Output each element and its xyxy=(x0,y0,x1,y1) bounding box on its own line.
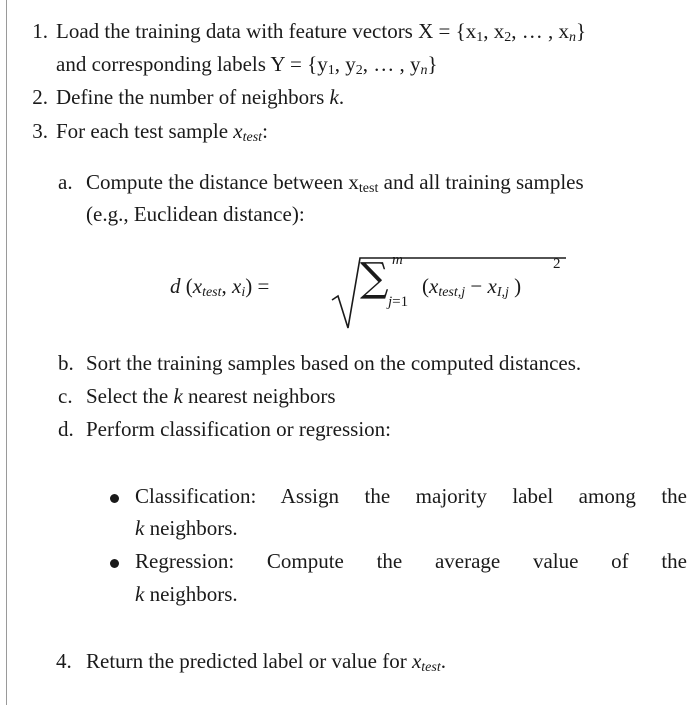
formula-exponent: 2 xyxy=(553,256,561,272)
summation-symbol: ∑ xyxy=(360,255,389,301)
substep-a-line-2: (e.g., Euclidean distance): xyxy=(86,202,305,226)
left-margin-rule xyxy=(6,0,7,705)
substep-c-letter: c. xyxy=(58,384,73,408)
bullet-classification-line-2: k neighbors. xyxy=(135,516,238,540)
step-3-number: 3. xyxy=(32,119,48,143)
step-4-text: Return the predicted label or value for $x_{test}$. xyxy=(86,649,446,675)
summation-upper-limit: m xyxy=(392,252,403,268)
summation-lower-limit: j=1 xyxy=(388,294,409,310)
substep-b-text: Sort the training samples based on the computed distances. xyxy=(86,351,582,375)
substep-d-letter: d. xyxy=(58,417,74,441)
step-1-line-2: and corresponding labels $Y = \{y_1$, $y_2$, … , $y_n$} xyxy=(56,52,438,78)
step-1-number: 1. xyxy=(32,19,48,43)
euclidean-distance-formula xyxy=(170,254,590,334)
substep-b-letter: b. xyxy=(58,351,74,375)
bullet-regression-line-1: Regression: Compute the average value of the xyxy=(135,549,687,573)
substep-a-line-1: Compute the distance between $x_{test}$ and all training samples xyxy=(86,170,584,196)
substep-d-text: Perform classification or regression: xyxy=(86,417,391,441)
bullet-dot-icon xyxy=(110,559,119,568)
bullet-classification-line-1: Classification: Assign the majority label among the xyxy=(135,484,687,508)
step-2-text: Define the number of neighbors k. xyxy=(56,85,345,109)
formula-term: ($x_{test,j} - x_{I,j}$ ) xyxy=(422,274,522,300)
substep-a-letter: a. xyxy=(58,170,73,194)
step-2-number: 2. xyxy=(32,85,48,109)
substep-c-text: Select the k nearest neighbors xyxy=(86,384,336,408)
step-1-line-1: Load the training data with feature vectors $X = \{x_1$, $x_2$, … , $x_n$} xyxy=(56,19,587,45)
bullet-dot-icon xyxy=(110,494,119,503)
formula-lhs: d ($x_{test}$, $x_i$) = xyxy=(170,274,270,300)
step-4-number: 4. xyxy=(56,649,72,673)
bullet-regression-line-2: k neighbors. xyxy=(135,582,238,606)
step-3-text: For each test sample $x_{test}$: xyxy=(56,119,268,145)
